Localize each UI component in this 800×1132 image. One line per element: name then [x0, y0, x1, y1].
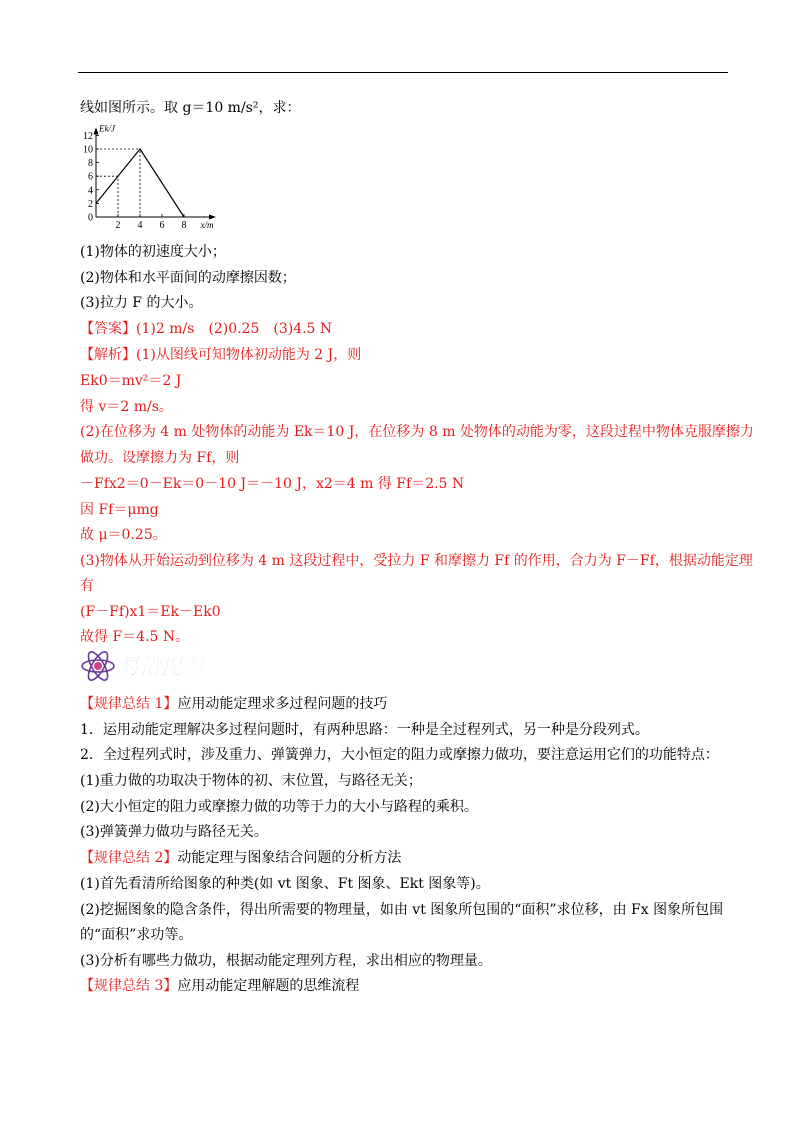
analysis-text: (1)从图线可知物体初动能为 2 J，则 — [136, 347, 362, 363]
analysis-line-11: (F－Ff)x1＝Ek－Ek0 — [80, 604, 221, 620]
analysis-line-4: (2)在位移为 4 m 处物体的动能为 Ek＝10 J，在位移为 8 m 处物体的动能为零，这段过程中物体克服摩擦力 — [80, 424, 754, 440]
y-tick-label: 12 — [83, 130, 93, 142]
summary-2-title: 动能定理与图象结合问题的分析方法 — [177, 850, 402, 866]
summary-1-heading — [80, 694, 387, 714]
summary-3-tag: 【规律总结 3】 — [80, 978, 178, 994]
x-tick-label: 2 — [115, 220, 121, 228]
x-tick-label: 8 — [181, 220, 187, 228]
y-axis-arrow — [94, 127, 99, 134]
answer-tag: 【答案】 — [80, 321, 136, 337]
analysis-line-3: 得 v＝2 m/s。 — [80, 399, 173, 415]
analysis-line-9: (3)物体从开始运动到位移为 4 m 这段过程中，受拉力 F 和摩擦力 Ff 的作用，合力为 F－Ff，根据动能定理 — [80, 553, 753, 569]
analysis-line-6: －Ffx2＝0－Ek＝0－10 J＝－10 J，x2＝4 m 得 Ff＝2.5 N — [80, 476, 465, 492]
analysis-line-8: 故 μ＝0.25。 — [80, 527, 167, 543]
summary-2-line-2: (2)挖掘图象的隐含条件，得出所需要的物理量，如由 vt 图象所包围的“面积”求位移，由 Fx 图象所包围 — [80, 902, 724, 918]
analysis-line-10: 有 — [80, 578, 94, 594]
summary-2-line-3: 的“面积”求功等。 — [80, 927, 193, 943]
summary-1-line-3: (1)重力做的功取决于物体的初、末位置，与路径无关； — [80, 773, 422, 789]
y-tick-label: 6 — [88, 171, 93, 183]
x-tick-label: 6 — [159, 220, 165, 228]
y-tick-label: 8 — [88, 158, 93, 170]
header-rule — [78, 72, 728, 73]
y-axis-label: Ek/J — [99, 124, 115, 134]
y-tick-label: 4 — [88, 185, 93, 197]
summary-3-heading — [80, 976, 359, 996]
analysis-line-5: 做功。设摩擦力为 Ff，则 — [80, 450, 240, 466]
x-axis-label: x/m — [200, 220, 214, 228]
summary-1-line-5: (3)弹簧弹力做功与路径无关。 — [80, 824, 268, 840]
answer-line — [80, 319, 332, 339]
summary-2-line-4: (3)分析有哪些力做功，根据动能定理列方程，求出相应的物理量。 — [80, 953, 492, 969]
y-tick-label: 2 — [88, 198, 93, 210]
question-2: (2)物体和水平面间的动摩擦因数； — [80, 270, 296, 286]
analysis-line-2: Ek0＝mv²＝2 J — [80, 373, 182, 389]
analysis-tag: 【解析】 — [80, 347, 136, 363]
analysis-line-1 — [80, 345, 361, 365]
summary-1-line-2: 2．全过程列式时，涉及重力、弹簧弹力，大小恒定的阻力或摩擦力做功，要注意运用它们的功能特点： — [80, 747, 719, 763]
x-axis-arrow — [209, 215, 216, 220]
y-tick-label: 0 — [88, 212, 93, 224]
summary-2-line-1: (1)首先看清所给图象的种类(如 vt 图象、Ft 图象、Ekt 图象等)。 — [80, 876, 490, 892]
y-tick-label: 10 — [83, 144, 93, 156]
summary-2-heading — [80, 848, 401, 868]
summary-3-title: 应用动能定理解题的思维流程 — [177, 978, 360, 994]
analysis-line-12: 故得 F＝4.5 N。 — [80, 629, 190, 645]
atom-icon — [82, 649, 114, 683]
summary-1-title: 应用动能定理求多过程问题的技巧 — [177, 696, 388, 712]
question-3: (3)拉力 F 的大小。 — [80, 295, 203, 311]
summary-1-line-1: 1．运用动能定理解决多过程问题时，有两种思路：一种是全过程列式，另一种是分段列式。 — [80, 722, 649, 738]
error-reminder-banner — [80, 648, 230, 684]
summary-1-line-4: (2)大小恒定的阻力或摩擦力做的功等于力的大小与路程的乘积。 — [80, 799, 478, 815]
analysis-line-7: 因 Ff＝μmg — [80, 502, 159, 518]
question-1: (1)物体的初速度大小； — [80, 244, 226, 260]
chart-layer — [83, 124, 216, 228]
problem-intro-line: 线如图所示。取 g＝10 m/s²，求： — [80, 100, 301, 116]
summary-2-tag: 【规律总结 2】 — [80, 850, 178, 866]
banner-title: 易错提醒 — [118, 655, 202, 679]
answer-text: (1)2 m/s (2)0.25 (3)4.5 N — [136, 321, 333, 337]
summary-1-tag: 【规律总结 1】 — [80, 696, 178, 712]
kinetic-energy-chart — [80, 124, 220, 228]
x-tick-label: 4 — [137, 220, 143, 228]
